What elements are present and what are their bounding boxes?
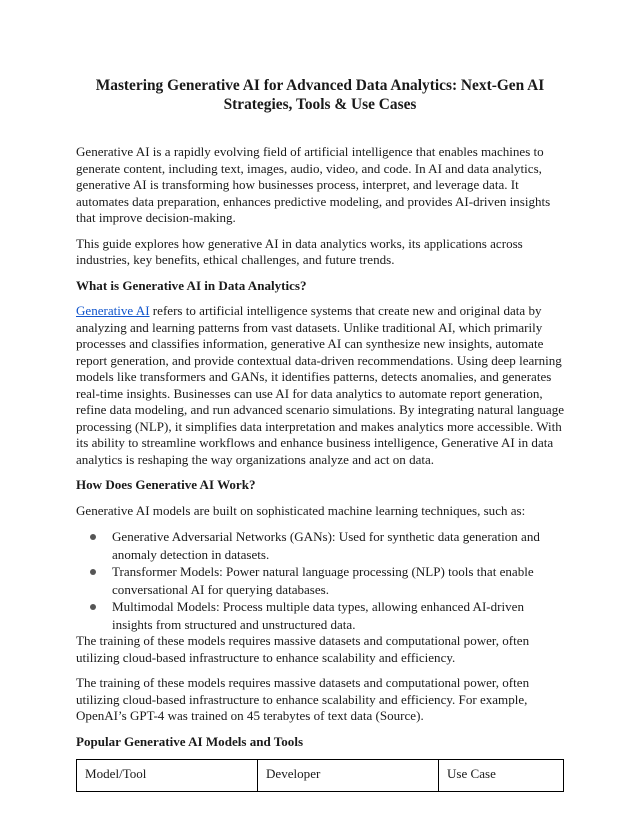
generative-ai-link[interactable]: Generative AI — [76, 303, 150, 318]
section-heading-popular-tools: Popular Generative AI Models and Tools — [76, 733, 304, 749]
section-heading-how-it-works: How Does Generative AI Work? — [76, 477, 256, 492]
bullet-icon — [90, 604, 96, 610]
table-header-cell: Model/Tool — [77, 760, 258, 792]
intro-paragraph-2: This guide explores how generative AI in data analytics works, its applications across industries, key benefits, ethical challenges, and future trends. — [76, 235, 523, 267]
list-item — [90, 563, 564, 598]
list-item-text: Generative Adversarial Networks (GANs): Used for synthetic data generation and anomaly detection in datasets. — [112, 529, 540, 562]
tools-table — [76, 759, 564, 792]
table-header-cell: Developer — [258, 760, 439, 792]
model-types-list — [76, 528, 564, 633]
section-heading-what-is: What is Generative AI in Data Analytics? — [76, 277, 307, 293]
list-item-text: Transformer Models: Power natural language processing (NLP) tools that enable conversational AI for querying databases. — [112, 564, 534, 597]
document-body — [76, 144, 564, 792]
bullet-icon — [90, 569, 96, 575]
document-title: Mastering Generative AI for Advanced Data Analytics: Next-Gen AI Strategies, Tools & Use Cases — [95, 77, 545, 113]
table-header-cell: Use Case — [439, 760, 564, 792]
training-paragraph-1: The training of these models requires massive datasets and computational power, often utilizing cloud-based infrastructure to enhance scalability and efficiency. — [76, 633, 530, 665]
table-row — [77, 760, 564, 792]
list-item — [90, 528, 564, 563]
section-what-is-paragraph — [76, 303, 564, 468]
training-paragraph-2: The training of these models requires massive datasets and computational power, often utilizing cloud-based infrastructure to enhance scalability and efficiency. For example, OpenAI’s GPT-4 was trained on 45 terabytes of text data (Source). — [76, 675, 530, 723]
how-it-works-lead: Generative AI models are built on sophisticated machine learning techniques, such as: — [76, 502, 526, 518]
bullet-icon — [90, 534, 96, 540]
list-item-text: Multimodal Models: Process multiple data types, allowing enhanced AI-driven insights from structured and unstructured data. — [112, 599, 524, 632]
list-item — [90, 598, 564, 633]
section-what-is-body: refers to artificial intelligence systems that create new and original data by analyzing and learning patterns from vast datasets. Unlike traditional AI, which primarily processes and classifies information, generative AI can synthesize new insights, automate report generation, and provide contextual data-driven recommendations. Using deep learning models like transformers and GANs, it identifies patterns, detects anomalies, and generates real-time insights. Businesses can use AI for data analytics to automate report generation, refine data modeling, and run advanced scenario simulations. By integrating natural language processing (NLP), it simplifies data interpretation and makes analytics more accessible. With its ability to streamline workflows and enhance business intelligence, Generative AI in data analytics is reshaping the way organizations analyze and act on data. — [76, 303, 565, 467]
intro-paragraph-1: Generative AI is a rapidly evolving field of artificial intelligence that enables machines to generate content, including text, images, audio, video, and code. In AI and data analytics, generative AI is transforming how businesses process, interpret, and leverage data. It automates data preparation, enhances predictive modeling, and provides AI-driven insights that improve decision-making. — [76, 144, 551, 225]
